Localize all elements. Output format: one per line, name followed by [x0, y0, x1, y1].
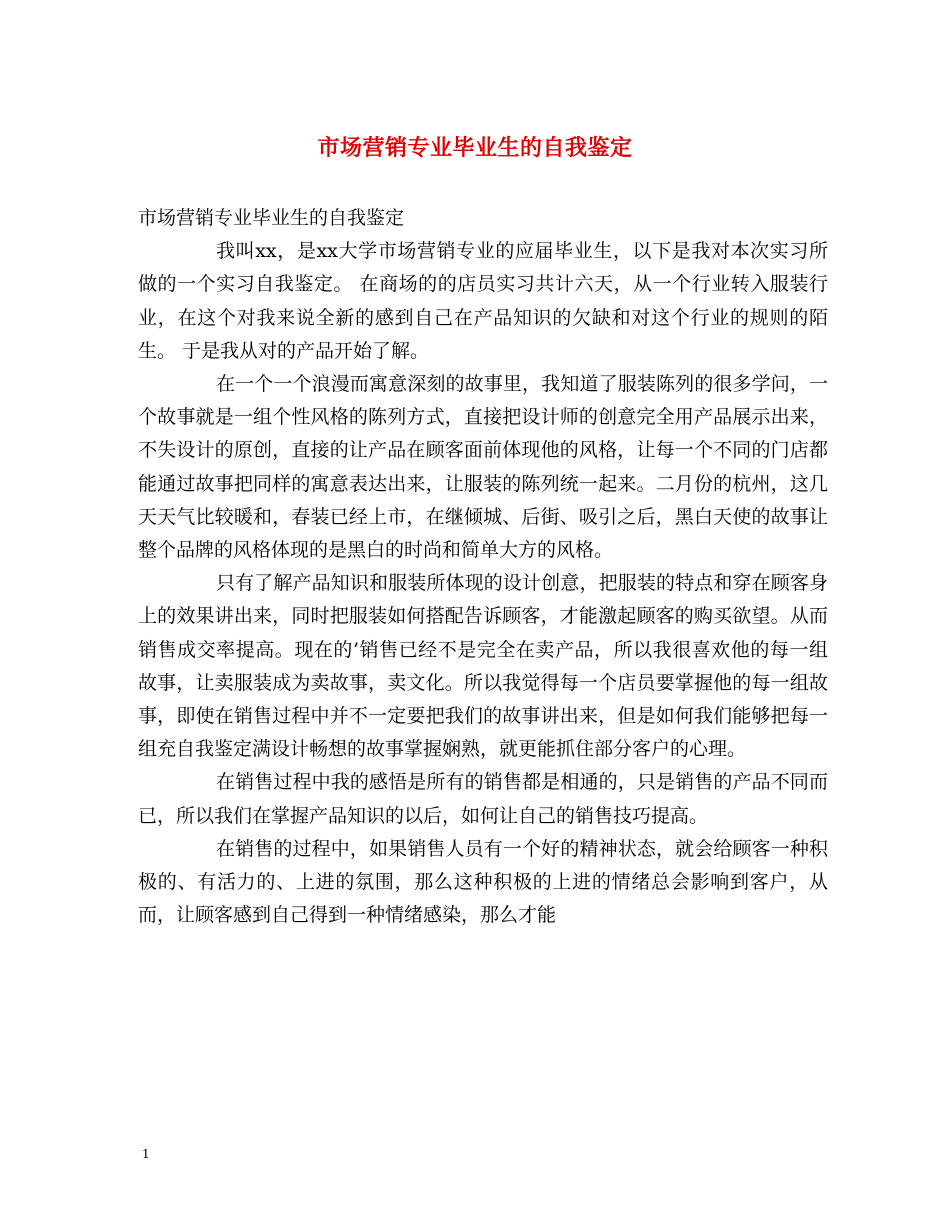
paragraph: 我叫xx，是xx大学市场营销专业的应届毕业生，以下是我对本次实习所做的一个实习自我鉴定。 在商场的的店员实习共计六天，从一个行业转入服装行业，在这个对我来说全新的感到自己在产品知识的欠缺和对这个行业的规则的陌生。 于是我从对的产品开始了解。: [138, 240, 828, 362]
document-body: [138, 202, 828, 932]
paragraph: 只有了解产品知识和服装所体现的设计创意，把服装的特点和穿在顾客身上的效果讲出来，同时把服装如何搭配告诉顾客，才能激起顾客的购买欲望。从而销售成交率提高。现在的’销售已经不是完全在卖产品，所以我很喜欢他的每一组故事，让卖服装成为卖故事，卖文化。所以我觉得每一个店员要掌握他的每一组故事，即使在销售过程中并不一定要把我们的故事讲出来，但是如何我们能够把每一组充自我鉴定满设计畅想的故事掌握娴熟，就更能抓住部分客户的心理。: [138, 572, 828, 761]
paragraph: 在一个一个浪漫而寓意深刻的故事里，我知道了服装陈列的很多学问，一个故事就是一组个性风格的陈列方式，直接把设计师的创意完全用产品展示出来，不失设计的原创，直接的让产品在顾客面前体现他的风格，让每一个不同的门店都能通过故事把同样的寓意表达出来，让服装的陈列统一起来。二月份的杭州，这几天天气比较暖和，春装已经上市，在继倾城、后街、吸引之后，黑白天使的故事让整个品牌的风格体现的是黑白的时尚和简单大方的风格。: [138, 373, 828, 562]
paragraph: 在销售的过程中，如果销售人员有一个好的精神状态，就会给顾客一种积极的、有活力的、上进的氛围，那么这种积极的上进的情绪总会影响到客户，从而，让顾客感到自己得到一种情绪感染，那么才能: [138, 837, 828, 927]
document-title: 市场营销专业毕业生的自我鉴定: [317, 135, 633, 161]
paragraph: 在销售过程中我的感悟是所有的销售都是相通的，只是销售的产品不同而已，所以我们在掌握产品知识的以后，如何让自己的销售技巧提高。: [138, 771, 828, 827]
document-subtitle: 市场营销专业毕业生的自我鉴定: [138, 207, 405, 229]
page-number: 1: [142, 1147, 150, 1161]
